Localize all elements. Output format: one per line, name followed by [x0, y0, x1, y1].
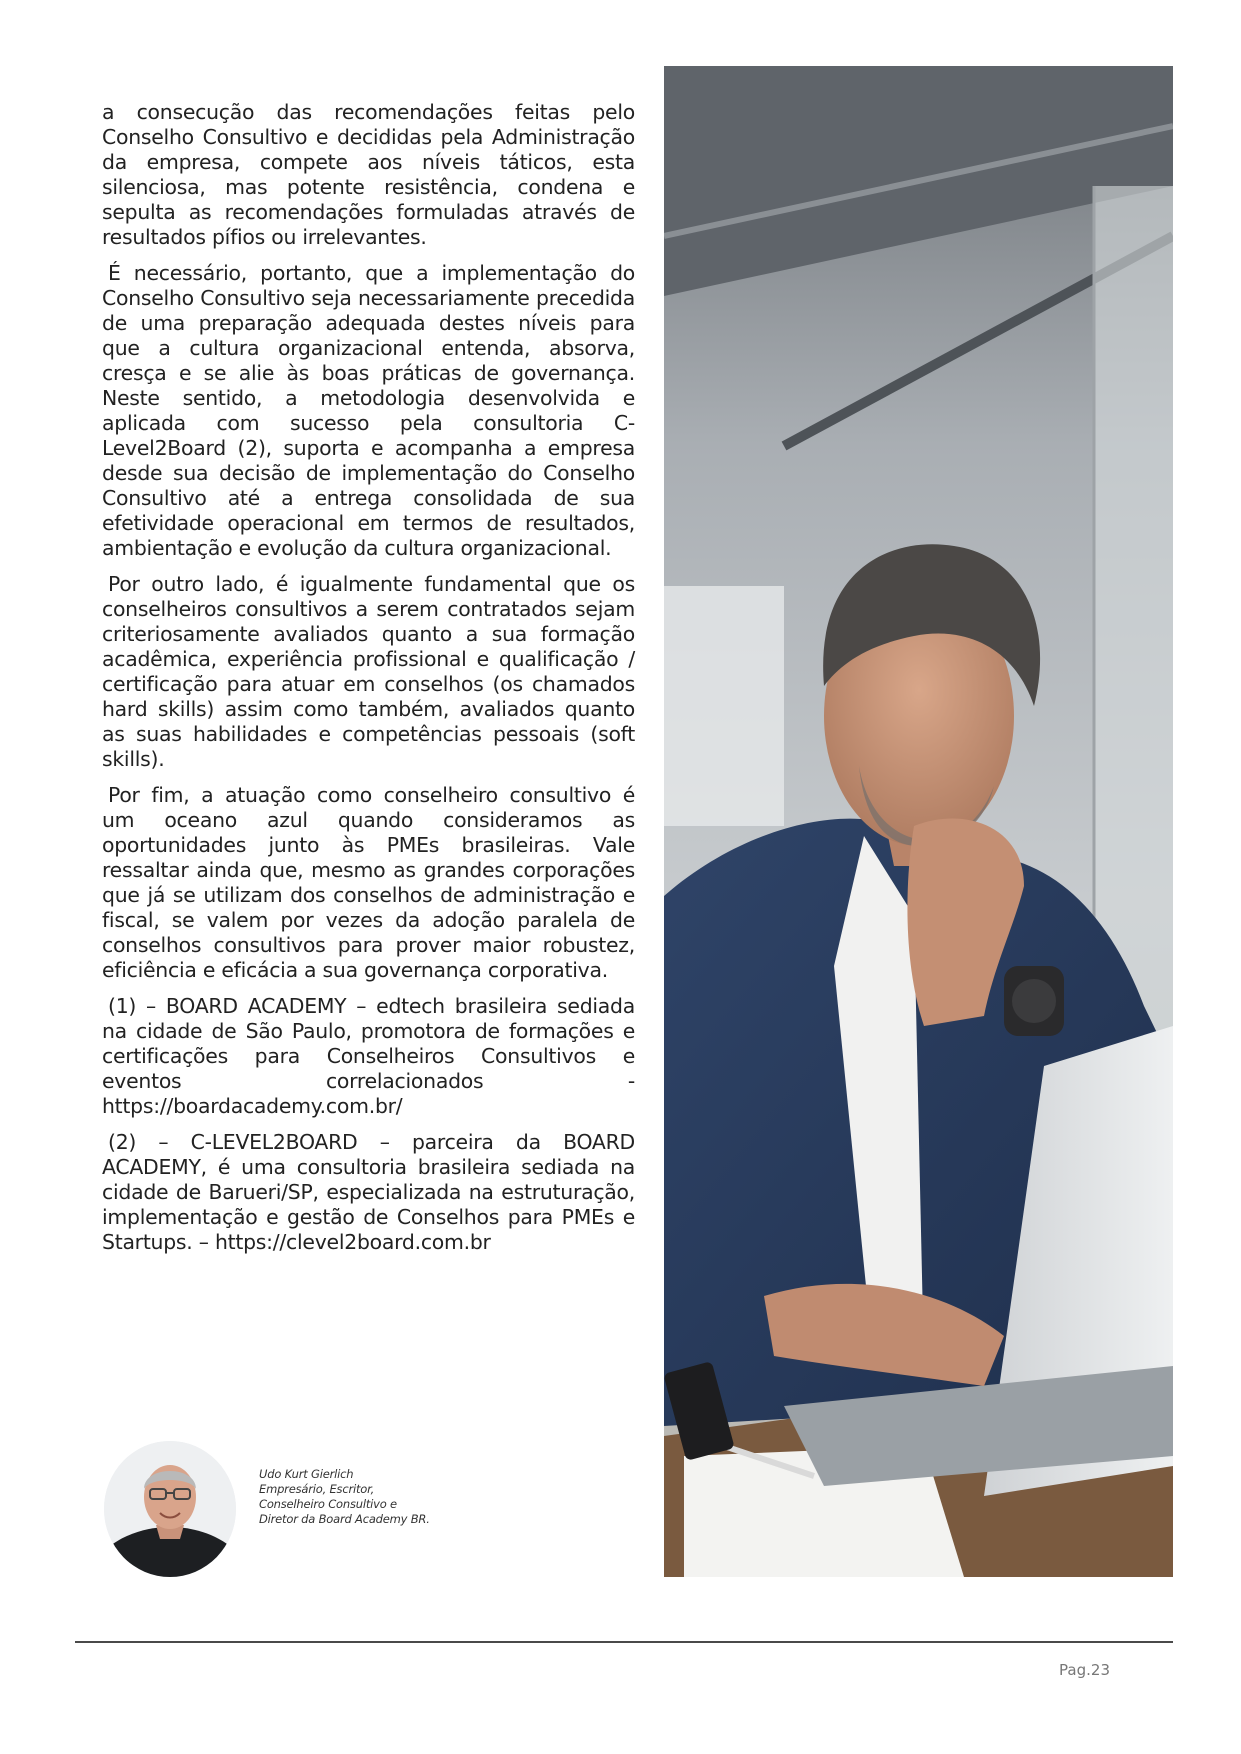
- author-caption: [259, 1467, 499, 1527]
- article-paragraph: a consecução das recomendações feitas pelo Conselho Consultivo e decididas pela Administração da empresa, compete aos níveis táticos, esta silenciosa, mas potente resistência, condena e sepulta as recomendações formuladas através de resultados pífios ou irrelevantes.: [102, 100, 635, 249]
- article-paragraph: Por outro lado, é igualmente fundamental que os conselheiros consultivos a serem contratados sejam criteriosamente avaliados quanto a sua formação acadêmica, experiência profissional e qualificação / certificação para atuar em conselhos (os chamados hard skills) assim como também, avaliados quanto as suas habilidades e competências pessoais (soft skills).: [102, 572, 635, 771]
- page-number: Pag.23: [1059, 1661, 1110, 1679]
- author-name: Udo Kurt Gierlich: [259, 1467, 354, 1481]
- reference-note: (2) – C-LEVEL2BOARD – parceira da BOARD ACADEMY, é uma consultoria brasileira sediada na cidade de Barueri/SP, especializada na estruturação, implementação e gestão de Conselhos para PMEs e Startups. – https://clevel2board.com.br: [102, 1130, 635, 1254]
- footer-divider: [75, 1641, 1173, 1643]
- article-paragraph: Por fim, a atuação como conselheiro consultivo é um oceano azul quando consideramos as oportunidades junto às PMEs brasileiras. Vale ressaltar ainda que, mesmo as grandes corporações que já se utilizam dos conselhos de administração e fiscal, se valem por vezes da adoção paralela de conselhos consultivos para prover maior robustez, eficiência e eficácia a sua governança corporativa.: [102, 783, 635, 982]
- author-role: Conselheiro Consultivo e: [259, 1497, 397, 1511]
- author-role: Diretor da Board Academy BR.: [259, 1512, 430, 1526]
- author-role: Empresário, Escritor,: [259, 1482, 375, 1496]
- article-body: [102, 100, 635, 1266]
- author-portrait: [104, 1441, 236, 1577]
- businessman-laptop-photo: [664, 66, 1173, 1577]
- reference-note: (1) – BOARD ACADEMY – edtech brasileira sediada na cidade de São Paulo, promotora de formações e certificações para Conselheiros Consultivos e eventos correlacionados - https://boardacademy.com.br/: [102, 994, 635, 1118]
- article-paragraph: É necessário, portanto, que a implementação do Conselho Consultivo seja necessariamente precedida de uma preparação adequada destes níveis para que a cultura organizacional entenda, absorva, cresça e se alie às boas práticas de governança. Neste sentido, a metodologia desenvolvida e aplicada com sucesso pela consultoria C-Level2Board (2), suporta e acompanha a empresa desde sua decisão de implementação do Conselho Consultivo até a entrega consolidada de sua efetividade operacional em termos de resultados, ambientação e evolução da cultura organizacional.: [102, 261, 635, 560]
